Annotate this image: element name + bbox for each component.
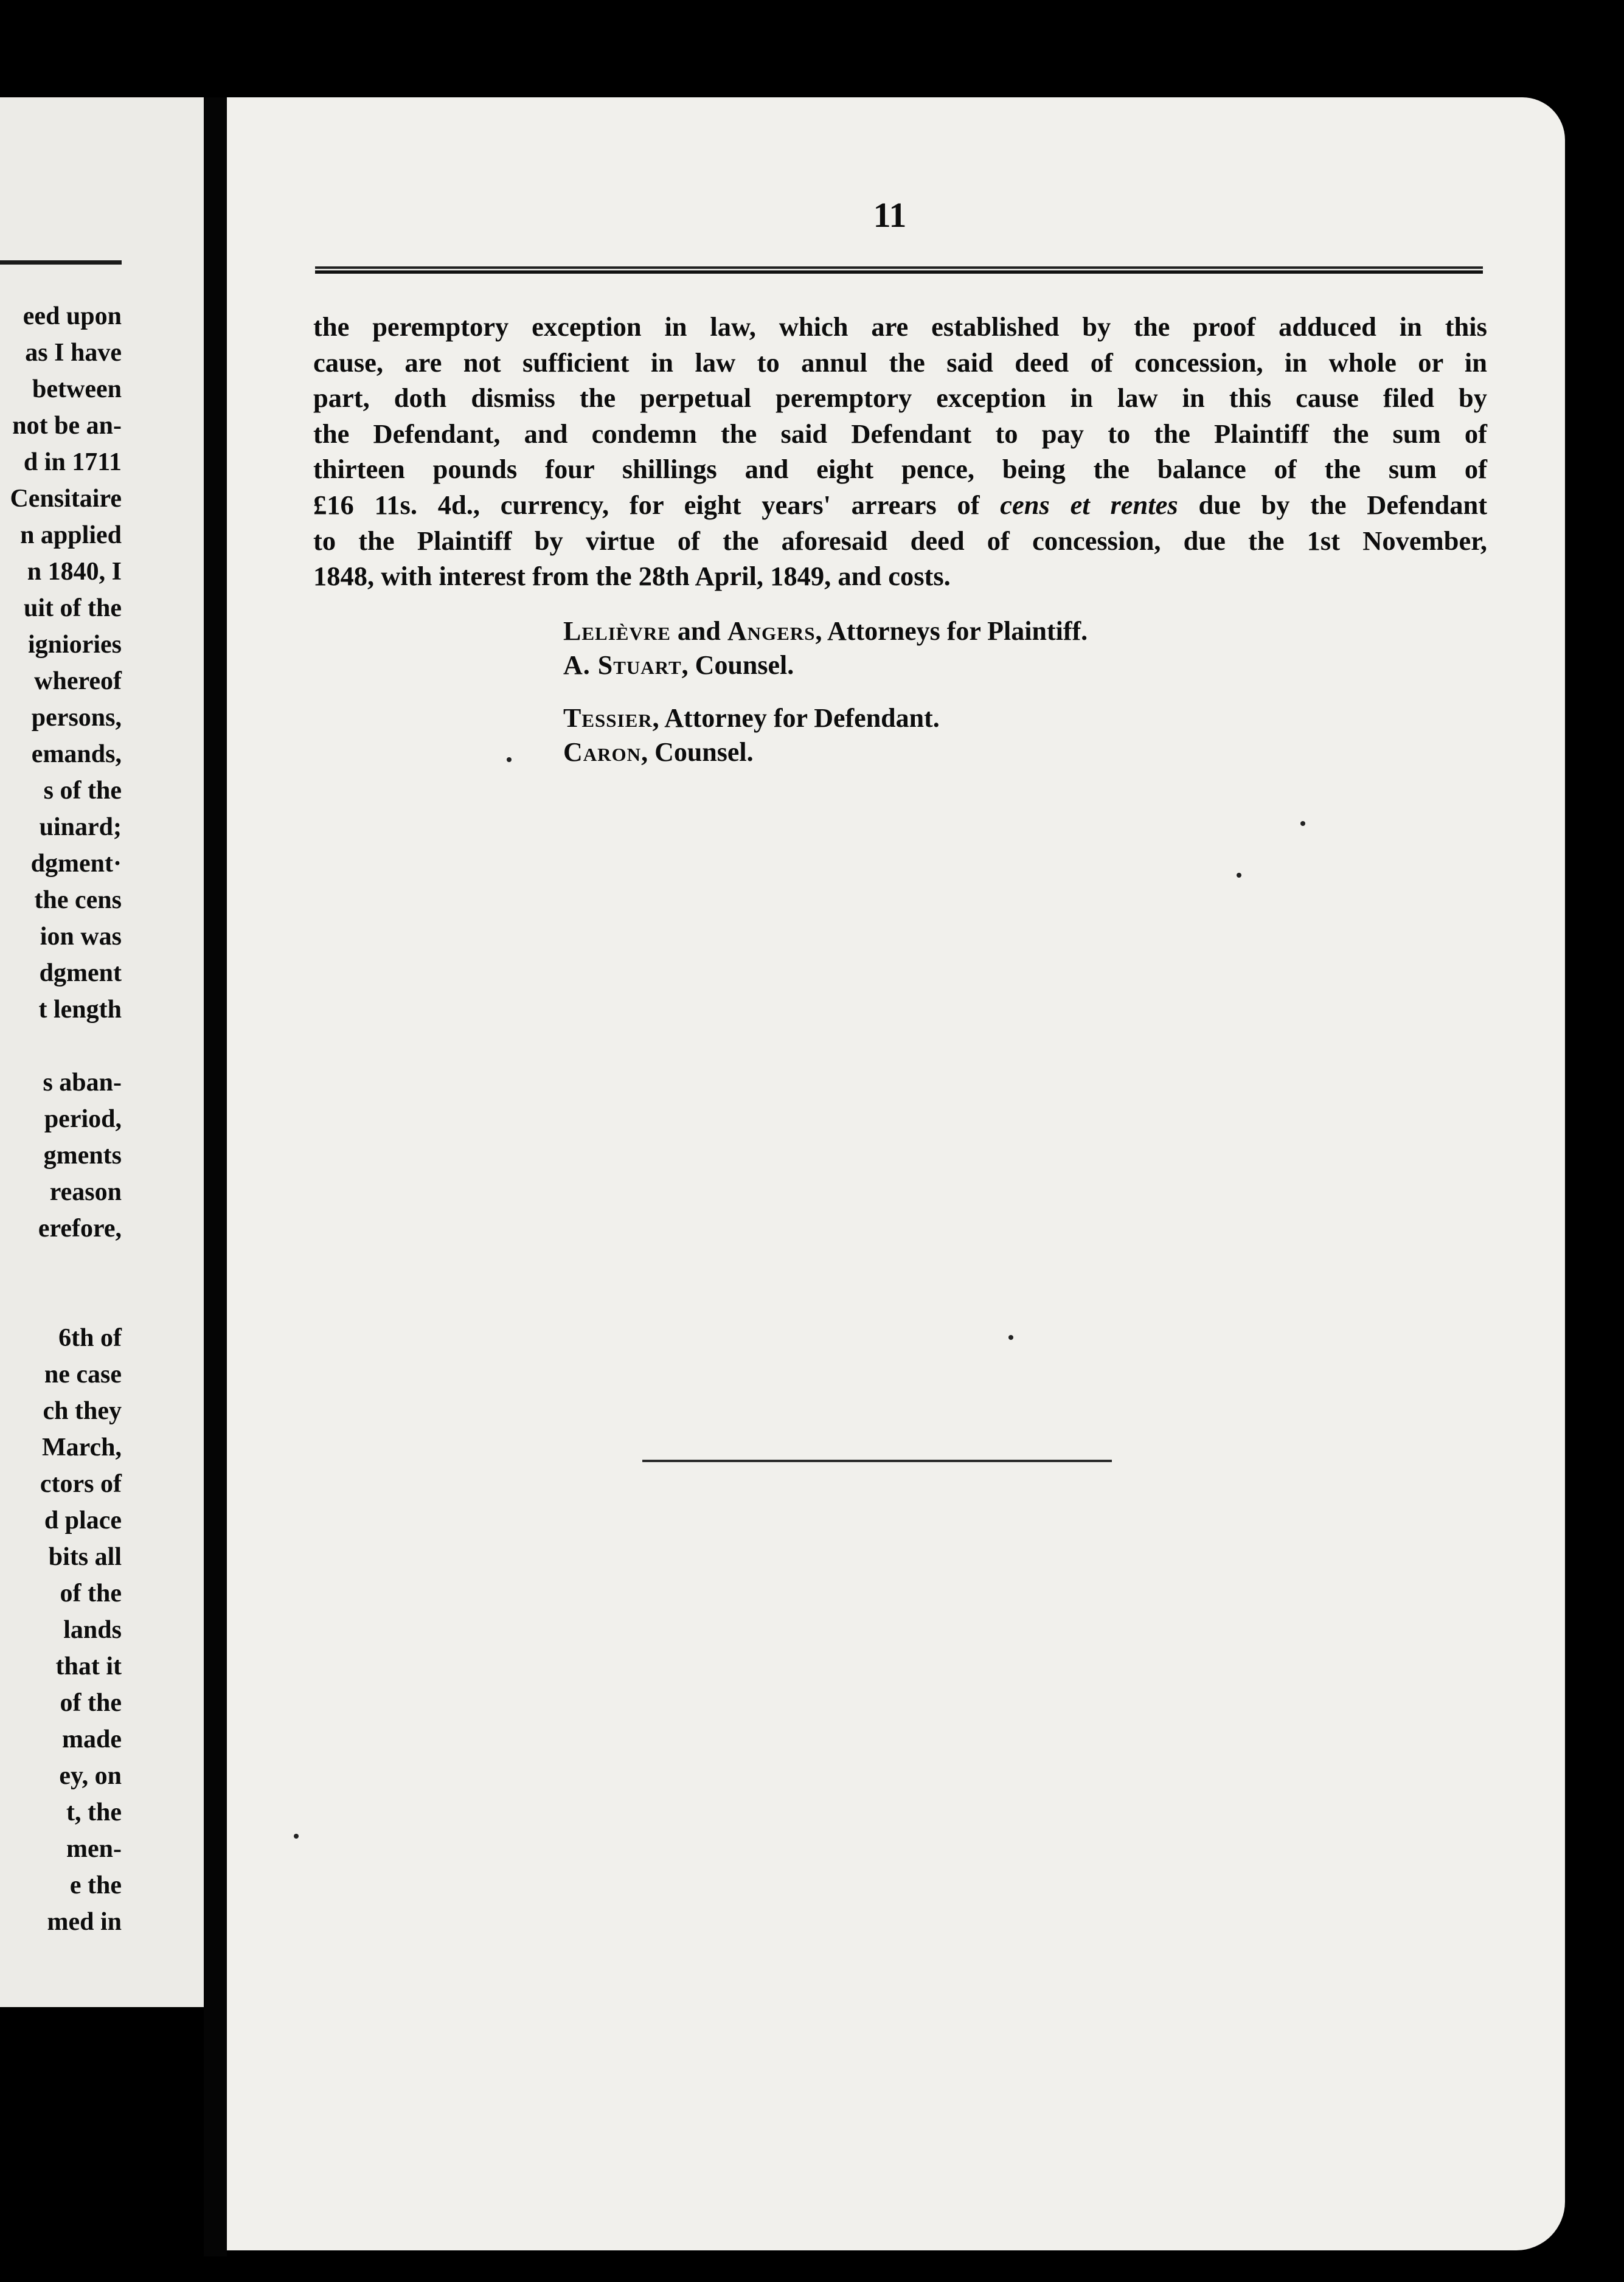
paper-speck [1008,1335,1013,1340]
previous-page-line: ne case [44,1361,122,1389]
previous-page-line: 6th of [58,1324,122,1352]
previous-page-fragment [0,97,204,2007]
previous-page-line: the cens [34,886,122,914]
previous-page-line [10,1028,122,1064]
previous-page-line: igniories [28,631,122,659]
previous-page-line: men- [66,1835,122,1863]
previous-page-text [10,298,122,1940]
previous-page-line: n applied [20,521,122,549]
previous-page-line: emands, [31,740,122,768]
previous-page-line [10,1247,122,1283]
previous-page-line: of the [60,1580,122,1607]
previous-page-line: March, [41,1434,122,1462]
italic-term: cens et rentes [1000,489,1178,520]
previous-page-line: t, the [66,1798,122,1826]
previous-page-line: eed upon [23,302,122,330]
paper-speck [507,757,512,762]
previous-page-line: ch they [43,1397,122,1425]
text-line: part, doth dismiss the perpetual peremptory exception in law in this cause filed by [313,383,1487,414]
previous-page-line: as I have [25,339,122,367]
attorney-name: Lelièvre [563,616,671,646]
previous-page-line: period, [44,1105,122,1133]
previous-page-line: gments [43,1142,122,1170]
previous-page-line: n 1840, I [27,558,122,586]
counsel-name: A. Stuart [563,650,682,680]
paper-speck [1300,821,1305,826]
previous-page-line: s of the [43,777,122,805]
header-rule [315,266,1483,274]
previous-page-line: d place [44,1507,122,1535]
previous-page-line: persons, [31,704,122,732]
paper-speck [294,1834,299,1839]
closing-rule [642,1460,1112,1462]
previous-page-line: reason [49,1178,122,1206]
judgment-paragraph [313,309,1487,594]
page-number: 11 [873,195,907,235]
counsel-name: Caron [563,737,642,767]
previous-page-line: ey, on [59,1762,122,1790]
previous-page-line: ctors of [40,1470,122,1498]
role-text: , Attorneys for Plaintiff. [815,616,1088,646]
text-run: due by the Defendant [1198,489,1488,520]
defendant-counsel [563,735,754,769]
text-line: to the Plaintiff by virtue of the aforesaid deed of concession, due the 1st November, [313,525,1487,556]
previous-page-header-rule [0,260,122,265]
previous-page-line: uinard; [39,813,122,841]
previous-page-line: lands [63,1616,122,1644]
book-gutter [204,97,227,2256]
text-line [313,487,1487,523]
previous-page-line: erefore, [38,1215,122,1243]
previous-page-line: that it [55,1653,122,1680]
role-text: , Attorney for Defendant. [652,703,940,733]
defendant-attorney [563,701,940,735]
previous-page-line: made [62,1725,122,1753]
role-text: , Counsel. [681,650,794,680]
previous-page-line: between [32,375,122,403]
attorney-name: Tessier [563,703,653,733]
previous-page-line: whereof [34,667,122,695]
text-line: 1848, with interest from the 28th April, 1849, and costs. [313,561,951,592]
previous-page-line: not be an- [12,412,122,440]
text-line: cause, are not sufficient in law to annul the said deed of concession, in whole or in [313,347,1487,378]
plaintiff-attorneys [563,614,1088,648]
attorney-name: Angers [727,616,816,646]
page [227,97,1565,2250]
text-line: the peremptory exception in law, which are established by the proof adduced in this [313,311,1487,342]
previous-page-line: of the [60,1689,122,1717]
text-line: the Defendant, and condemn the said Defendant to pay to the Plaintiff the sum of [313,418,1487,449]
role-text: , Counsel. [641,737,754,767]
scan-border [1565,0,1624,2282]
plaintiff-counsel [563,648,794,682]
previous-page-line: e the [69,1871,122,1899]
paper-speck [1237,873,1241,878]
previous-page-line: t length [38,996,122,1024]
previous-page-line: ion was [40,923,122,951]
text-run: £16 11s. 4d., currency, for eight years' arrears of [313,489,980,520]
previous-page-line [10,1283,122,1320]
previous-page-line: uit of the [24,594,122,622]
text-line: thirteen pounds four shillings and eight pence, being the balance of the sum of [313,454,1487,485]
previous-page-line: bits all [48,1543,122,1571]
previous-page-line: d in 1711 [23,448,122,476]
previous-page-line: Censitaire [10,485,122,513]
conjunction: and [677,616,721,646]
previous-page-line: s aban- [43,1069,122,1097]
previous-page-line: dgment [39,959,122,987]
previous-page-line: med in [47,1908,122,1936]
previous-page-line: dgment· [30,850,122,878]
